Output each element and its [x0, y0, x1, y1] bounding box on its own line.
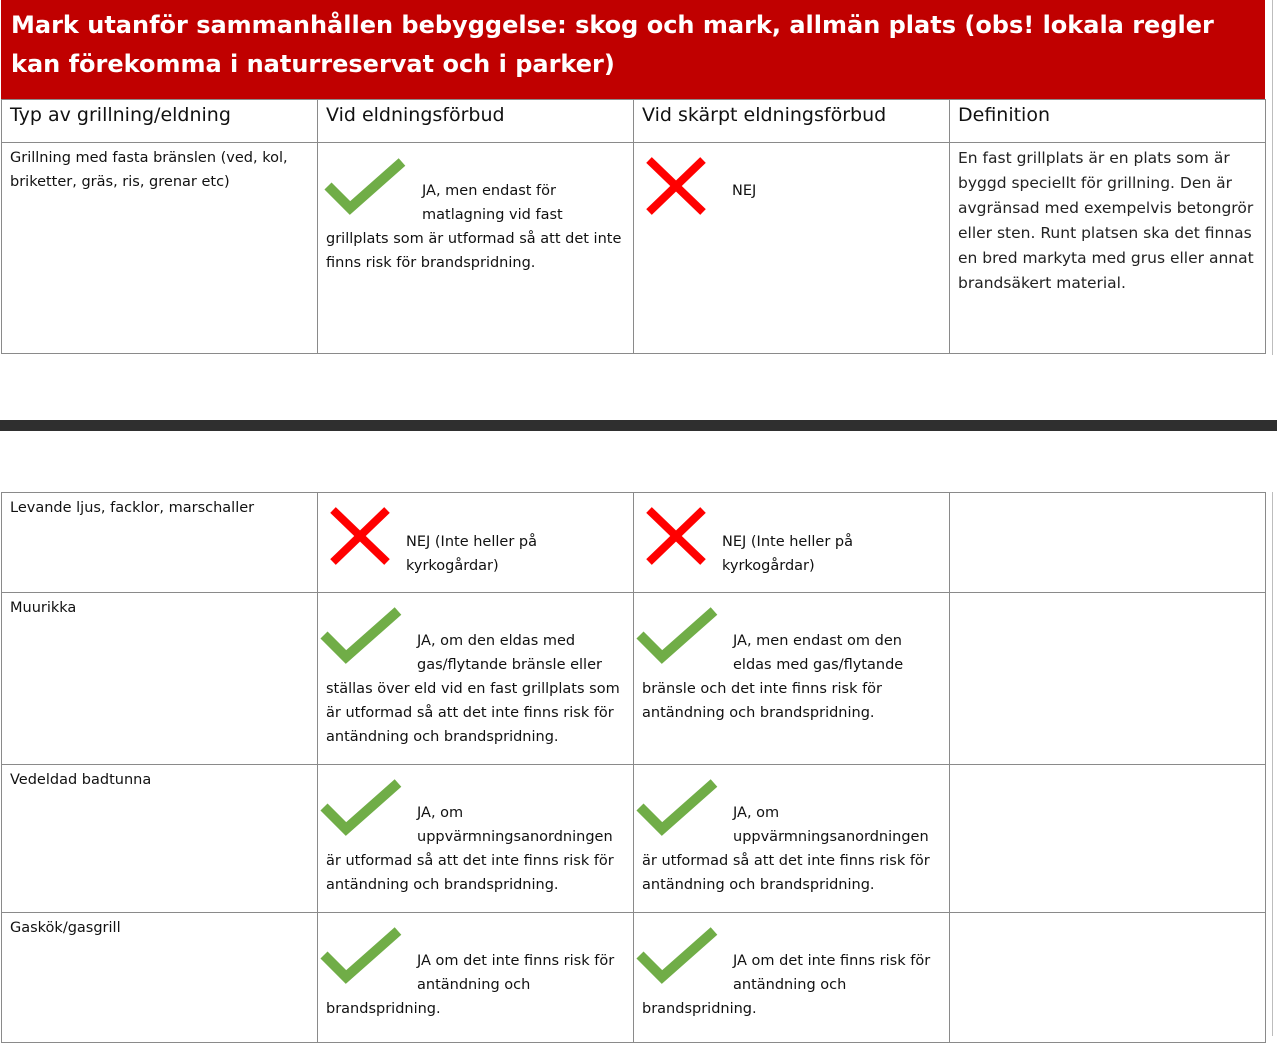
row-ban-text: JA, om den eldas med gas/flytande bränsle eller ställas över eld vid en fast grillplats som är utformad så att det inte finns risk för antändning och brandspridning. — [326, 633, 620, 745]
table-row — [2, 593, 1266, 765]
row-definition-cell — [950, 493, 1266, 593]
header-row — [2, 100, 1266, 143]
row-definition-cell: En fast grillplats är en plats som är byggd speciellt för grillning. Den är avgränsad med exempelvis betongrör eller sten. Runt platsen ska det finnas en bred markyta med grus eller annat brandsäkert material. — [950, 143, 1266, 354]
row-strict-cell — [634, 143, 950, 354]
rules-table-top — [1, 99, 1266, 354]
row-strict-text: JA om det inte finns risk för antändning och brandspridning. — [642, 953, 931, 1017]
cross-icon — [328, 505, 392, 567]
row-ban-cell — [318, 143, 634, 354]
page-separator — [0, 420, 1277, 431]
row-type-cell: Grillning med fasta bränslen (ved, kol, briketter, gräs, ris, grenar etc) — [2, 143, 318, 354]
row-ban-text: NEJ (Inte heller på kyrkogårdar) — [406, 534, 537, 574]
row-strict-text: JA, om uppvärmningsanordningen är utformad så att det inte finns risk för antändning och brandspridning. — [642, 805, 930, 893]
col-header-definition: Definition — [950, 100, 1266, 143]
row-ban-text: JA, men endast för matlagning vid fast grillplats som är utformad så att det inte finns risk för brandspridning. — [326, 183, 622, 271]
check-icon — [636, 927, 720, 985]
row-type-cell: Muurikka — [2, 593, 318, 765]
row-definition-cell — [950, 593, 1266, 765]
row-type-cell: Gaskök/gasgrill — [2, 913, 318, 1043]
check-icon — [320, 779, 404, 837]
row-type-cell: Levande ljus, facklor, marschaller — [2, 493, 318, 593]
check-icon — [320, 607, 404, 665]
check-icon — [636, 607, 720, 665]
rules-table-bottom — [1, 492, 1266, 1043]
check-icon — [324, 158, 408, 216]
table-title: Mark utanför sammanhållen bebyggelse: skog och mark, allmän plats (obs! lokala regler kan förekomma i naturreservat och i parker) — [1, 0, 1265, 99]
row-ban-cell — [318, 765, 634, 913]
row-type-cell: Vedeldad badtunna — [2, 765, 318, 913]
page-edge-line — [1272, 492, 1273, 1036]
row-strict-text: JA, men endast om den eldas med gas/flytande bränsle och det inte finns risk för antändning och brandspridning. — [642, 633, 904, 721]
row-definition-cell — [950, 765, 1266, 913]
row-ban-cell — [318, 493, 634, 593]
row-ban-cell — [318, 913, 634, 1043]
row-strict-cell — [634, 913, 950, 1043]
row-definition-cell — [950, 913, 1266, 1043]
col-header-ban: Vid eldningsförbud — [318, 100, 634, 143]
check-icon — [320, 927, 404, 985]
table-row — [2, 765, 1266, 913]
cross-icon — [644, 505, 708, 567]
cross-icon — [644, 155, 708, 217]
row-strict-cell — [634, 493, 950, 593]
page-edge-line — [1272, 0, 1273, 355]
table-row — [2, 143, 1266, 354]
row-strict-cell — [634, 593, 950, 765]
row-ban-text: JA om det inte finns risk för antändning och brandspridning. — [326, 953, 615, 1017]
col-header-type: Typ av grillning/eldning — [2, 100, 318, 143]
row-strict-text: NEJ — [732, 183, 757, 199]
row-strict-text: NEJ (Inte heller på kyrkogårdar) — [722, 534, 853, 574]
row-ban-cell — [318, 593, 634, 765]
check-icon — [636, 779, 720, 837]
table-row — [2, 493, 1266, 593]
row-ban-text: JA, om uppvärmningsanordningen är utformad så att det inte finns risk för antändning och brandspridning. — [326, 805, 614, 893]
col-header-strict-ban: Vid skärpt eldningsförbud — [634, 100, 950, 143]
row-strict-cell — [634, 765, 950, 913]
table-row — [2, 913, 1266, 1043]
